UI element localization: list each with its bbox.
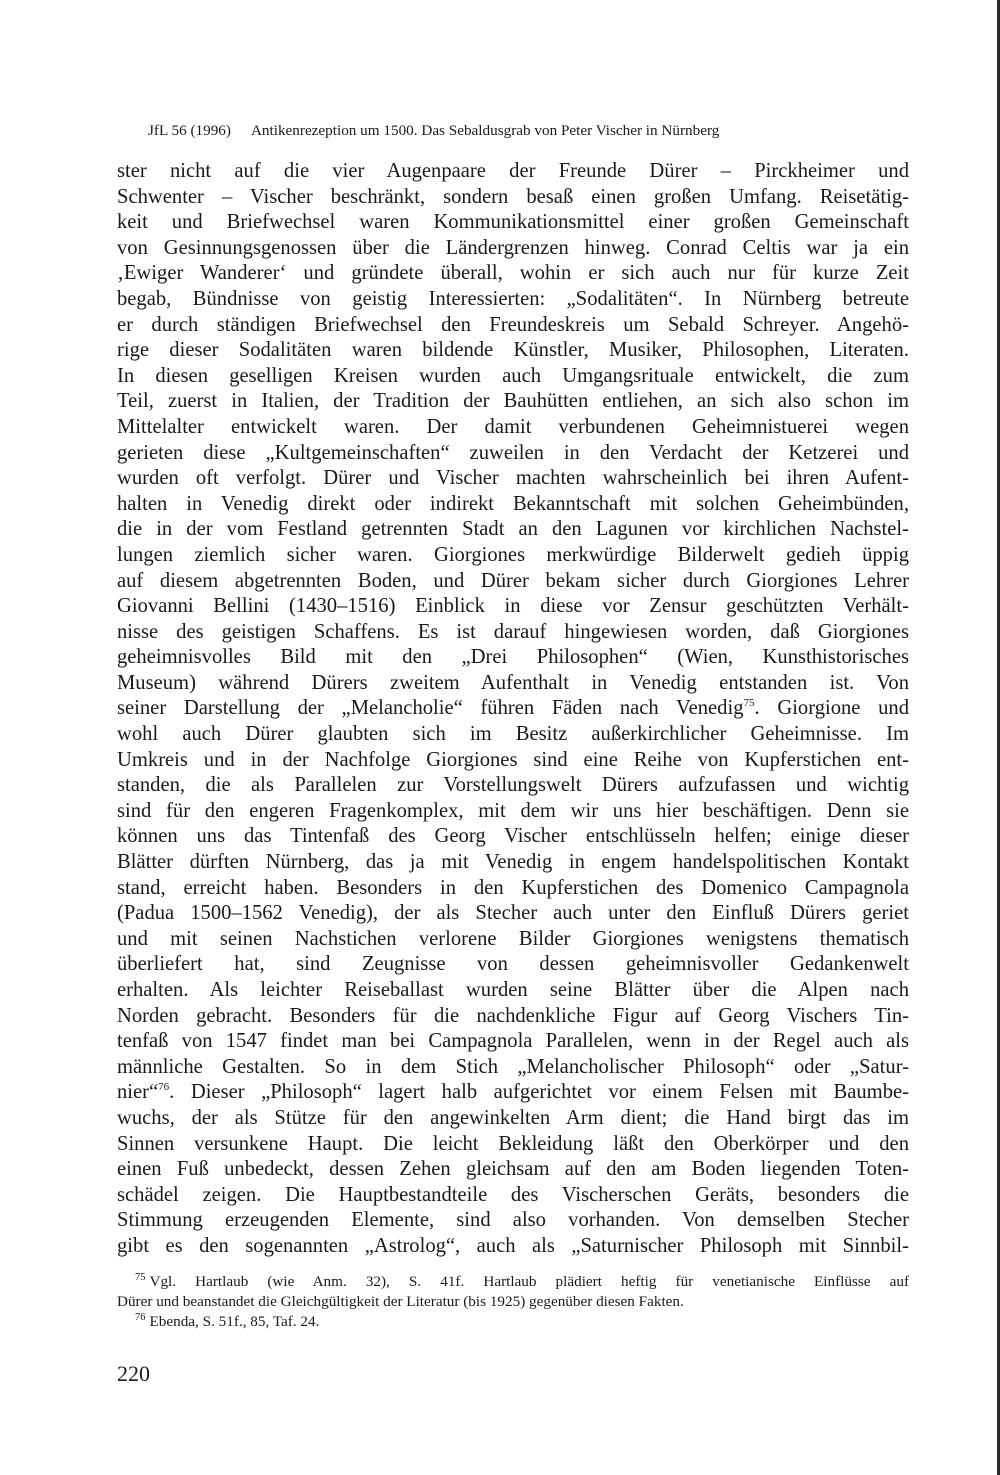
text-line: gerieten diese „Kultgemeinschaften“ zuweilen in den Verdacht der Ketzerei und bbox=[117, 441, 909, 464]
text-line: und mit seinen Nachstichen verlorene Bilder Giorgiones wenigstens thematisch bbox=[117, 927, 909, 950]
footnotes bbox=[117, 1272, 909, 1332]
text-segment: seiner Darstellung der „Melancholie“ führen Fäden nach Venedig bbox=[117, 697, 744, 720]
text-line: männliche Gestalten. So in dem Stich „Melancholischer Philosoph“ oder „Satur- bbox=[117, 1055, 909, 1078]
text-line: können uns das Tintenfaß des Georg Vischer entschlüsseln helfen; einige dieser bbox=[117, 825, 909, 848]
footnote-ref-76[interactable]: 76 bbox=[158, 1081, 170, 1094]
text-line: standen, die als Parallelen zur Vorstellungswelt Dürers aufzufassen und wichtig bbox=[117, 774, 909, 797]
text-line: die in der vom Festland getrennten Stadt an den Lagunen vor kirchlichen Nachstel- bbox=[117, 518, 909, 541]
text-line: stand, erreicht haben. Besonders in den Kupferstichen des Domenico Campagnola bbox=[117, 876, 909, 899]
text-line: In diesen geselligen Kreisen wurden auch Umgangsrituale entwickelt, die zum bbox=[117, 364, 909, 387]
footnote-75-continuation: Dürer und beanstandet die Gleichgültigkeit der Literatur (bis 1925) gegenüber diesen Fakten. bbox=[117, 1293, 684, 1310]
footnote-76 bbox=[117, 1312, 909, 1332]
page-number: 220 bbox=[117, 1361, 150, 1386]
text-segment: . Giorgione und bbox=[754, 697, 910, 720]
text-line: ‚Ewiger Wanderer‘ und gründete überall, wohin er sich auch nur für kurze Zeit bbox=[117, 262, 909, 285]
text-line: wurden oft verfolgt. Dürer und Vischer machten wahrscheinlich bei ihren Aufent- bbox=[117, 467, 909, 490]
text-line: Sinnen versunkene Haupt. Die leicht Bekleidung läßt den Oberkörper und den bbox=[117, 1132, 909, 1155]
footnote-text: Ebenda, S. 51f., 85, Taf. 24. bbox=[149, 1313, 320, 1330]
text-line: Umkreis und in der Nachfolge Giorgiones sind eine Reihe von Kupferstichen ent- bbox=[117, 748, 909, 771]
text-segment: . Dieser „Philosoph“ lagert halb aufgerichtet vor einem Felsen mit Baumbe- bbox=[169, 1081, 909, 1104]
footnote-number: 76 bbox=[135, 1311, 146, 1323]
footnote-text: Vgl. Hartlaub (wie Anm. 32), S. 41f. Hartlaub plädiert heftig für venetianische Einflüsse auf bbox=[149, 1273, 909, 1290]
text-line: Stimmung erzeugenden Elemente, sind also vorhanden. Von demselben Stecher bbox=[117, 1209, 909, 1232]
text-line: sind für den engeren Fragenkomplex, mit dem wir uns hier beschäftigen. Denn sie bbox=[117, 799, 909, 822]
journal-citation: JfL 56 (1996) bbox=[148, 122, 231, 139]
text-line: wohl auch Dürer glaubten sich im Besitz außerkirchlicher Geheimnisse. Im bbox=[117, 723, 909, 746]
text-line-with-footnote-75 bbox=[117, 696, 909, 722]
text-segment: nier“ bbox=[117, 1081, 159, 1104]
text-line: tenfaß von 1547 findet man bei Campagnola Parallelen, wenn in der Regel auch als bbox=[117, 1030, 909, 1053]
text-line: rige dieser Sodalitäten waren bildende Künstler, Musiker, Philosophen, Literaten. bbox=[117, 339, 909, 362]
text-line-with-footnote-76 bbox=[117, 1080, 909, 1106]
footnote-ref-75[interactable]: 75 bbox=[743, 697, 755, 710]
text-line: begab, Bündnisse von geistig Interessierten: „Sodalitäten“. In Nürnberg betreute bbox=[117, 287, 909, 310]
text-line: nisse des geistigen Schaffens. Es ist darauf hingewiesen worden, daß Giorgiones bbox=[117, 620, 909, 643]
text-line: halten in Venedig direkt oder indirekt Bekanntschaft mit solchen Geheimbünden, bbox=[117, 492, 909, 515]
text-line: einen Fuß unbedeckt, dessen Zehen gleichsam auf den am Boden liegenden Toten- bbox=[117, 1158, 909, 1181]
running-title: Antikenrezeption um 1500. Das Sebaldusgrab von Peter Vischer in Nürnberg bbox=[250, 122, 720, 139]
footnote-number: 75 bbox=[135, 1271, 146, 1283]
text-line: Giovanni Bellini (1430–1516) Einblick in diese vor Zensur geschützten Verhält- bbox=[117, 595, 909, 618]
body-text bbox=[117, 159, 909, 1260]
text-line: geheimnisvolles Bild mit den „Drei Philosophen“ (Wien, Kunsthistorisches bbox=[117, 646, 909, 669]
text-line: lungen ziemlich sicher waren. Giorgiones merkwürdige Bilderwelt gedieh üppig bbox=[117, 543, 909, 566]
text-line: Teil, zuerst in Italien, der Tradition der Bauhütten entliehen, an sich also schon im bbox=[117, 390, 909, 413]
text-line: ster nicht auf die vier Augenpaare der Freunde Dürer – Pirckheimer und bbox=[117, 160, 909, 182]
text-line: schädel zeigen. Die Hauptbestandteile des Vischerschen Geräts, besonders die bbox=[117, 1183, 909, 1206]
text-line: überliefert hat, sind Zeugnisse von dessen geheimnisvoller Gedankenwelt bbox=[117, 953, 909, 976]
text-line: (Padua 1500–1562 Venedig), der als Stecher auch unter den Einfluß Dürers geriet bbox=[117, 902, 909, 925]
text-line: auf diesem abgetrennten Boden, und Dürer bekam sicher durch Giorgiones Lehrer bbox=[117, 569, 909, 592]
text-line: Norden gebracht. Besonders für die nachdenkliche Figur auf Georg Vischers Tin- bbox=[117, 1004, 909, 1027]
text-line: wuchs, der als Stütze für den angewinkelten Arm dient; die Hand birgt das im bbox=[117, 1106, 909, 1129]
text-line: gibt es den sogenannten „Astrolog“, auch als „Saturnischer Philosoph mit Sinnbil- bbox=[117, 1234, 909, 1257]
running-head bbox=[148, 121, 898, 141]
text-line: erhalten. Als leichter Reiseballast wurden seine Blätter über die Alpen nach bbox=[117, 979, 909, 1001]
text-line: er durch ständigen Briefwechsel den Freundeskreis um Sebald Schreyer. Angehö- bbox=[117, 313, 909, 336]
text-line: Schwenter – Vischer beschränkt, sondern besaß einen großen Umfang. Reisetätig- bbox=[117, 185, 909, 208]
text-line: Blätter dürften Nürnberg, das ja mit Venedig in engem handelspolitischen Kontakt bbox=[117, 851, 909, 874]
text-line: keit und Briefwechsel waren Kommunikationsmittel einer großen Gemeinschaft bbox=[117, 211, 909, 234]
footnote-75 bbox=[117, 1272, 909, 1292]
text-line: von Gesinnungsgenossen über die Ländergrenzen hinweg. Conrad Celtis war ja ein bbox=[117, 236, 909, 259]
text-line: Museum) während Dürers zweitem Aufenthalt in Venedig entstanden ist. Von bbox=[117, 671, 909, 694]
text-line: Mittelalter entwickelt waren. Der damit verbundenen Geheimnistuerei wegen bbox=[117, 415, 909, 438]
